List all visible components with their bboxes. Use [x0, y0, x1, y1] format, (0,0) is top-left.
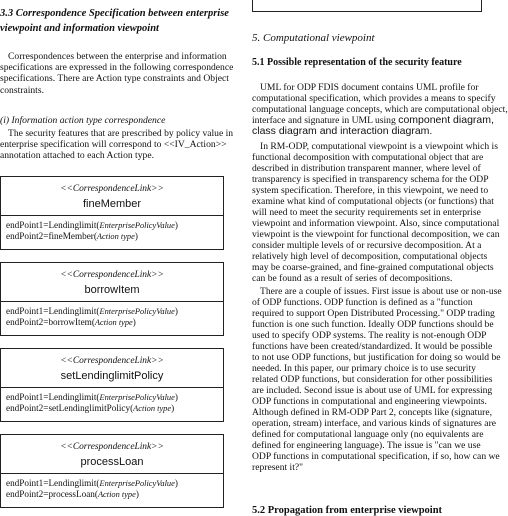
close-paren: )	[132, 317, 136, 327]
text-line: function is one such function. Ideally ODP functions should be	[252, 319, 494, 330]
close-paren: )	[174, 306, 178, 316]
class-name: borrowItem	[84, 284, 140, 296]
text-line: relatively high level of decomposition, computational objects	[252, 251, 488, 262]
text-line: represent it?"	[252, 462, 304, 473]
text-line: used to specify ODP systems. The reality is not-enough ODP	[252, 330, 487, 341]
text-line: In RM-ODP, computational viewpoint is a viewpoint which is	[260, 141, 498, 152]
section-heading-line1: 3.3 Correspondence Specification between enterprise	[0, 8, 229, 19]
text-line: needed. In this paper, our primary choice is to use security	[252, 363, 476, 374]
endpoint-line	[6, 403, 174, 414]
correspondence-link-box	[0, 262, 224, 336]
endpoint-type: EnterprisePolicyValue	[99, 307, 175, 316]
text-line: UML for ODP FDIS document contains UML profile for	[260, 82, 479, 93]
subheading-info-action: (i) Information action type correspondence	[0, 115, 166, 126]
text-line: transparency is specified in transparency schema for the ODP	[252, 174, 489, 185]
endpoint-text: endPoint2=setLendinglimitPolicy(	[6, 403, 134, 413]
text-line: required to support Open Distributed Processing." ODP trading	[252, 308, 495, 319]
endpoint-text: endPoint2=processLoan(	[6, 489, 98, 499]
text-line: Although defined in RM-ODP Part 2, concepts like (signature,	[252, 407, 492, 418]
text-line: Correspondences between the enterprise and information	[8, 51, 227, 62]
text-line: enterprise specification will correspond to <<IV_Action>>	[0, 139, 227, 151]
top-frame-fragment	[252, 0, 482, 12]
subsection-title: 5.1 Possible representation of the security feature	[252, 57, 462, 68]
endpoint-line	[6, 306, 178, 317]
close-paren: )	[174, 392, 178, 402]
stereotype-label: <<CorrespondenceLink>>	[60, 270, 164, 280]
section-title: 5. Computational viewpoint	[252, 32, 375, 44]
endpoint-type: EnterprisePolicyValue	[99, 221, 175, 230]
correspondence-link-box	[0, 176, 224, 250]
endpoint-text: endPoint1=Lendinglimit(	[6, 306, 100, 316]
endpoint-text: endPoint1=Lendinglimit(	[6, 392, 100, 402]
next-section-heading: 5.2 Propagation from enterprise viewpoint	[252, 505, 443, 516]
endpoint-type: EnterprisePolicyValue	[99, 393, 175, 402]
text-line: described in distribution transparent manner, where level of	[252, 163, 481, 174]
text-line: ODP functions in computational and engineering viewpoints.	[252, 396, 487, 407]
endpoint-type: Action type	[94, 318, 133, 327]
text-line: functions have been created/standardized. It would be possible	[252, 341, 493, 352]
section-heading-line2: viewpoint and information viewpoint	[0, 23, 159, 34]
text-line: examine what kind of computational objects (or functions) that	[252, 196, 494, 207]
correspondence-link-box	[0, 348, 224, 422]
text-line: are included. Second issue is about use of UML for expressing	[252, 385, 493, 396]
class-name: processLoan	[80, 456, 144, 468]
text-line: defined for engineering language). The issue is "can we use	[252, 440, 481, 451]
endpoint-text: endPoint2=fineMember(	[6, 231, 97, 241]
text-line: of ODP functions. ODP function is defined as a "function	[252, 297, 473, 308]
text-line: specifications. There are Action type constraints and Object	[0, 73, 229, 85]
close-paren: )	[134, 231, 138, 241]
text-line: functional decomposition with computational object that are	[252, 152, 484, 163]
endpoint-line	[6, 317, 136, 328]
text-line: to not use ODP functions, but justification for doing so would be	[252, 352, 501, 363]
compartment-divider	[1, 301, 223, 302]
endpoint-text: endPoint1=Lendinglimit(	[6, 478, 100, 488]
text-line: viewpoint and information viewpoint. Also, since computational	[252, 218, 500, 229]
endpoint-type: Action type	[133, 404, 172, 413]
text-line: computational specification, which provides a means to specify	[252, 93, 496, 104]
text-line: The security features that are prescribed by policy value in	[8, 128, 234, 139]
stereotype-label: <<CorrespondenceLink>>	[60, 356, 164, 366]
text-line: ODP functions in computational specification, if so, how can we	[252, 451, 500, 462]
endpoint-line	[6, 220, 178, 231]
text-line: will need to meet the security requirements set in enterprise	[252, 207, 481, 218]
close-paren: )	[174, 478, 178, 488]
endpoint-line	[6, 392, 178, 403]
text-line: operation, stream) interface, and various kinds of signatures are	[252, 418, 497, 429]
correspondence-link-box	[0, 434, 224, 508]
endpoint-type: EnterprisePolicyValue	[99, 479, 175, 488]
text-line: may be coarse-grained, and fine-grained computational objects	[252, 262, 494, 273]
text-line: class diagram and interaction diagram.	[252, 125, 433, 137]
class-name: setLendinglimitPolicy	[60, 370, 164, 382]
endpoint-text: endPoint1=Lendinglimit(	[6, 220, 100, 230]
endpoint-line	[6, 478, 178, 489]
stereotype-label: <<CorrespondenceLink>>	[60, 442, 164, 452]
close-paren: )	[171, 403, 175, 413]
text-line: There are a couple of issues. First issue is about use or non-use	[260, 286, 502, 297]
compartment-divider	[1, 387, 223, 388]
stereotype-label: <<CorrespondenceLink>>	[60, 184, 164, 194]
endpoint-type: Action type	[96, 232, 135, 241]
endpoint-line	[6, 489, 139, 500]
text-line: consider multiple levels of or recursive decomposition. At a	[252, 240, 482, 251]
text-line: can be found as a result of series of decompositions.	[252, 273, 453, 284]
text-line: computational language concepts, which are computational object,	[252, 104, 508, 115]
text-line: viewpoint is the viewpoint for functional decomposition, we can	[252, 229, 500, 240]
text-line: related ODP functions, but consideration for other possibilities	[252, 374, 493, 385]
text-line: annotation attached to each Action type.	[0, 150, 154, 162]
close-paren: )	[174, 220, 178, 230]
close-paren: )	[135, 489, 139, 499]
text-line: interface and signature in UML using component diagram,	[252, 114, 494, 126]
endpoint-type: Action type	[97, 490, 136, 499]
text-line: defined for computational language only (no equivalents are	[252, 429, 484, 440]
compartment-divider	[1, 473, 223, 474]
text-line: system specification. Therefore, in this viewpoint, we need to	[252, 185, 489, 196]
compartment-divider	[1, 215, 223, 216]
endpoint-line	[6, 231, 138, 242]
endpoint-text: endPoint2=borrowItem(	[6, 317, 95, 327]
class-name: fineMember	[82, 198, 142, 210]
text-line: specifications are expressed in the following correspondence	[0, 62, 234, 74]
text-line: constraints.	[0, 84, 44, 96]
